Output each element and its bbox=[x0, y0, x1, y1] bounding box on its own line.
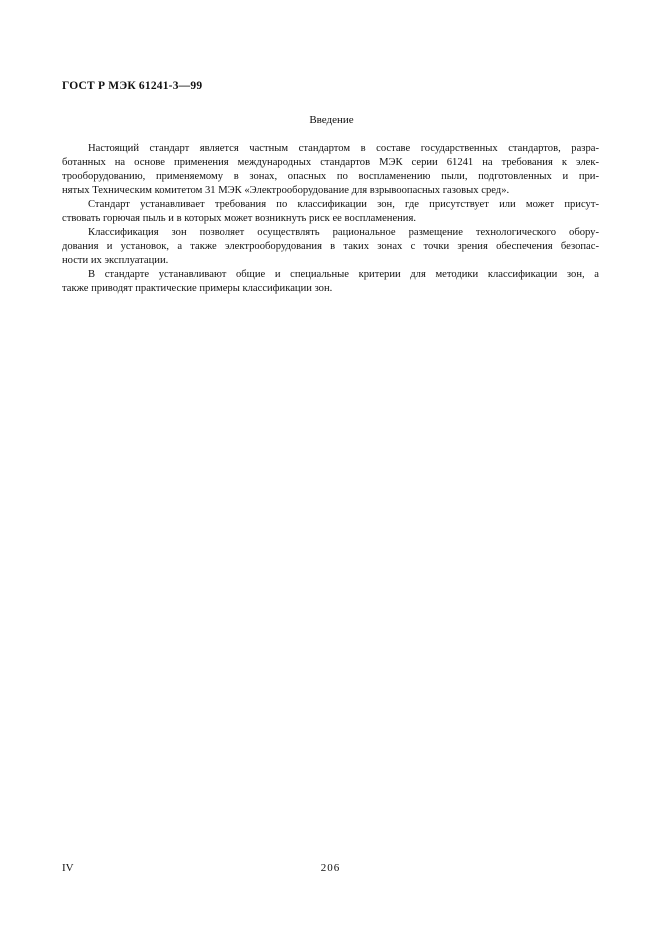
paragraph-2 bbox=[62, 198, 599, 226]
body-text bbox=[62, 142, 599, 296]
paragraph-4 bbox=[62, 268, 599, 296]
paragraph-line: дования и установок, а также электрооборудования в таких зонах с точки зрения обеспечения безопас- bbox=[62, 241, 599, 252]
paragraph-line: ности их эксплуатации. bbox=[62, 255, 169, 266]
paragraph-line: трооборудованию, применяемому в зонах, опасных по воспламенению пыли, подготовленных и при- bbox=[62, 171, 599, 182]
paragraph-line: ствовать горючая пыль и в которых может возникнуть риск ее воспламенения. bbox=[62, 213, 416, 224]
paragraph-line: В стандарте устанавливают общие и специальные критерии для методики классификации зон, а bbox=[88, 269, 599, 280]
paragraph-line: ботанных на основе применения международных стандартов МЭК серии 61241 на требования к элек- bbox=[62, 157, 599, 168]
paragraph-line: Настоящий стандарт является частным стандартом в составе государственных стандартов, разра- bbox=[88, 143, 599, 154]
section-title-text: Введение bbox=[309, 114, 354, 126]
paragraph-line: Классификация зон позволяет осуществлять рациональное размещение технологического обору- bbox=[88, 227, 599, 238]
paragraph-3 bbox=[62, 226, 599, 268]
document-header-standard-id: ГОСТ Р МЭК 61241-3—99 bbox=[62, 80, 203, 92]
paragraph-line: также приводят практические примеры классификации зон. bbox=[62, 283, 333, 294]
paragraph-line: Стандарт устанавливает требования по классификации зон, где присутствует или может присут- bbox=[88, 199, 599, 210]
paragraph-1 bbox=[62, 142, 599, 198]
footer-roman-page: IV bbox=[62, 862, 74, 874]
paragraph-line: нятых Техническим комитетом 31 МЭК «Электрооборудование для взрывоопасных газовых сред». bbox=[62, 185, 510, 196]
section-title bbox=[0, 114, 661, 126]
footer-page-number: 206 bbox=[320, 862, 341, 874]
